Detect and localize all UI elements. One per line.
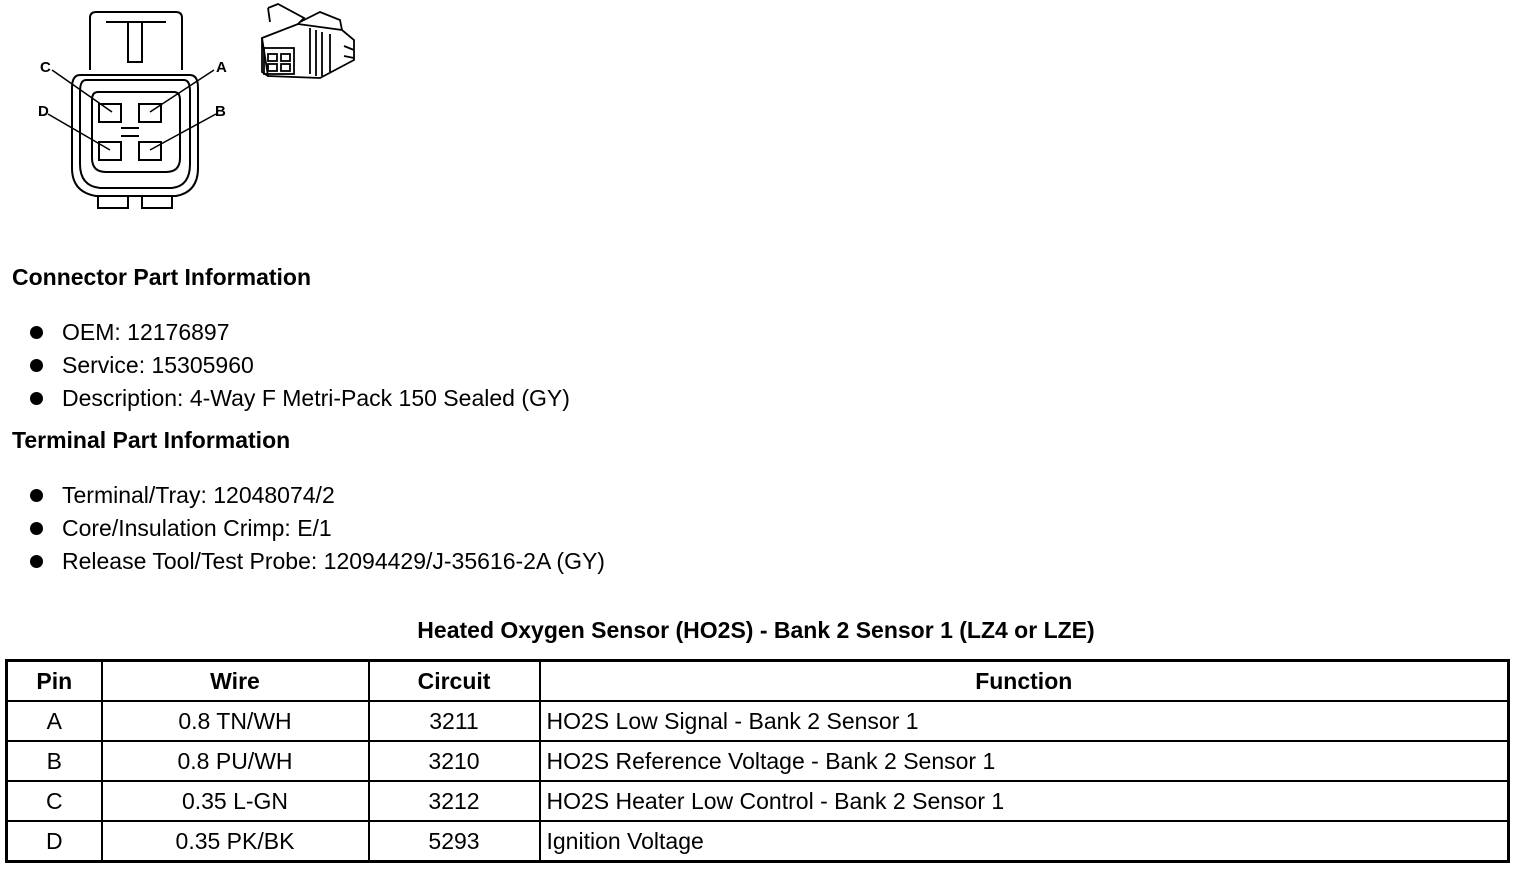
pin-table: [5, 659, 1510, 863]
list-item-text: Core/Insulation Crimp: E/1: [62, 515, 332, 541]
list-item-text: Release Tool/Test Probe: 12094429/J-35616-2A (GY): [62, 548, 605, 574]
cell-pin: D: [7, 821, 102, 862]
cell-wire: 0.35 L-GN: [102, 781, 369, 821]
bullet-icon: [30, 522, 43, 535]
table-row: [7, 781, 1509, 821]
table-row: [7, 821, 1509, 862]
table-header-row: [7, 661, 1509, 702]
cell-function: HO2S Reference Voltage - Bank 2 Sensor 1: [540, 741, 1509, 781]
cell-wire: 0.8 PU/WH: [102, 741, 369, 781]
cell-circuit: 5293: [369, 821, 540, 862]
column-header-circuit: Circuit: [369, 661, 540, 702]
bullet-icon: [30, 489, 43, 502]
cell-pin: C: [7, 781, 102, 821]
pin-label-d: D: [38, 103, 49, 120]
list-item-text: Terminal/Tray: 12048074/2: [62, 482, 335, 508]
list-item-text: OEM: 12176897: [62, 319, 230, 345]
table-row: [7, 701, 1509, 741]
list-item-text: Description: 4-Way F Metri-Pack 150 Sealed (GY): [62, 385, 570, 411]
cell-function: Ignition Voltage: [540, 821, 1509, 862]
bullet-icon: [30, 326, 43, 339]
bullet-icon: [30, 359, 43, 372]
column-header-function: Function: [540, 661, 1509, 702]
list-item: [28, 351, 570, 384]
cell-pin: A: [7, 701, 102, 741]
connector-part-info-list: [28, 318, 570, 417]
bullet-icon: [30, 555, 43, 568]
list-item: [28, 481, 605, 514]
column-header-pin: Pin: [7, 661, 102, 702]
list-item: [28, 514, 605, 547]
pin-table-title: Heated Oxygen Sensor (HO2S) - Bank 2 Sensor 1 (LZ4 or LZE): [417, 617, 1095, 643]
list-item: [28, 384, 570, 417]
terminal-part-info-heading: Terminal Part Information: [12, 427, 291, 453]
cell-circuit: 3210: [369, 741, 540, 781]
connector-face-view: [48, 12, 216, 208]
connector-diagram: [0, 0, 380, 230]
bullet-icon: [30, 392, 43, 405]
cell-wire: 0.35 PK/BK: [102, 821, 369, 862]
column-header-wire: Wire: [102, 661, 369, 702]
list-item: [28, 547, 605, 580]
list-item-text: Service: 15305960: [62, 352, 254, 378]
connector-part-info-heading: Connector Part Information: [12, 264, 312, 290]
pin-label-a: A: [216, 59, 227, 76]
terminal-part-info-list: [28, 481, 605, 580]
cell-function: HO2S Heater Low Control - Bank 2 Sensor 1: [540, 781, 1509, 821]
table-row: [7, 741, 1509, 781]
cell-function: HO2S Low Signal - Bank 2 Sensor 1: [540, 701, 1509, 741]
pin-label-c: C: [40, 59, 51, 76]
cell-pin: B: [7, 741, 102, 781]
cell-circuit: 3212: [369, 781, 540, 821]
cell-wire: 0.8 TN/WH: [102, 701, 369, 741]
list-item: [28, 318, 570, 351]
cell-circuit: 3211: [369, 701, 540, 741]
connector-iso-view: [262, 4, 354, 78]
pin-label-b: B: [215, 103, 226, 120]
